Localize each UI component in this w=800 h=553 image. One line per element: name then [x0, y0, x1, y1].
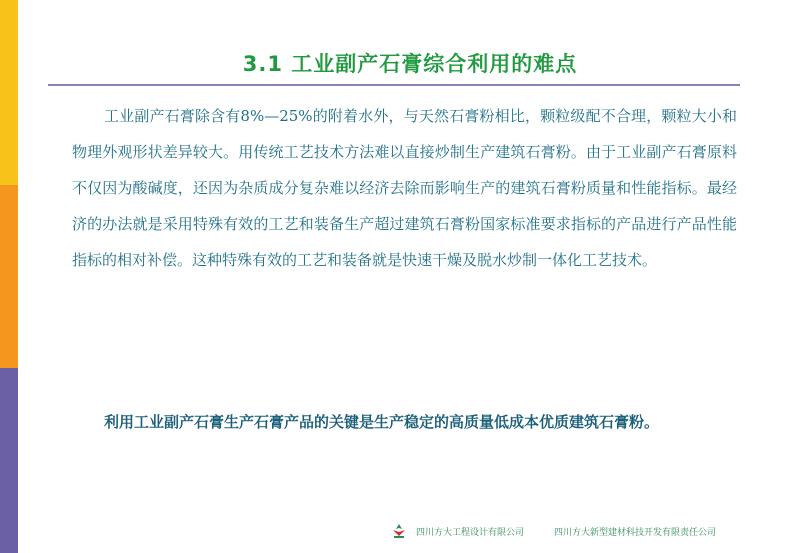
side-bar-purple-segment [0, 368, 18, 553]
side-color-bar [0, 0, 18, 553]
side-bar-orange-segment [0, 185, 18, 368]
slide-title: 3.1 工业副产石膏综合利用的难点 [242, 52, 578, 76]
footer-company-b: 四川方大新型建材科技开发有限责任公司 [554, 527, 717, 538]
footer-company-a: 四川方大工程设计有限公司 [416, 527, 525, 538]
title-divider [48, 84, 740, 86]
body-paragraph-1: 工业副产石膏除含有8%—25%的附着水外，与天然石膏粉相比，颗粒级配不合理，颗粒大小和物理外观形状差异较大。用传统工艺技术方法难以直接炒制生产建筑石膏粉。由于工业副产石膏原料不仅因为酸碱度，还因为杂质成分复杂难以经济去除而影响生产的建筑石膏粉质量和性能指标。最经济的办法就是采用特殊有效的工艺和装备生产超过建筑石膏粉国家标准要求指标的产品进行产品性能指标的相对补偿。这种特殊有效的工艺和装备就是快速干燥及脱水炒制一体化工艺技术。 [72, 107, 737, 269]
footer [390, 520, 716, 542]
body-paragraph-2-key-point: 利用工业副产石膏生产石膏产品的关键是生产稳定的高质量低成本优质建筑石膏粉。 [104, 413, 660, 431]
company-logo-icon [390, 523, 408, 539]
side-bar-yellow-segment [0, 0, 18, 185]
